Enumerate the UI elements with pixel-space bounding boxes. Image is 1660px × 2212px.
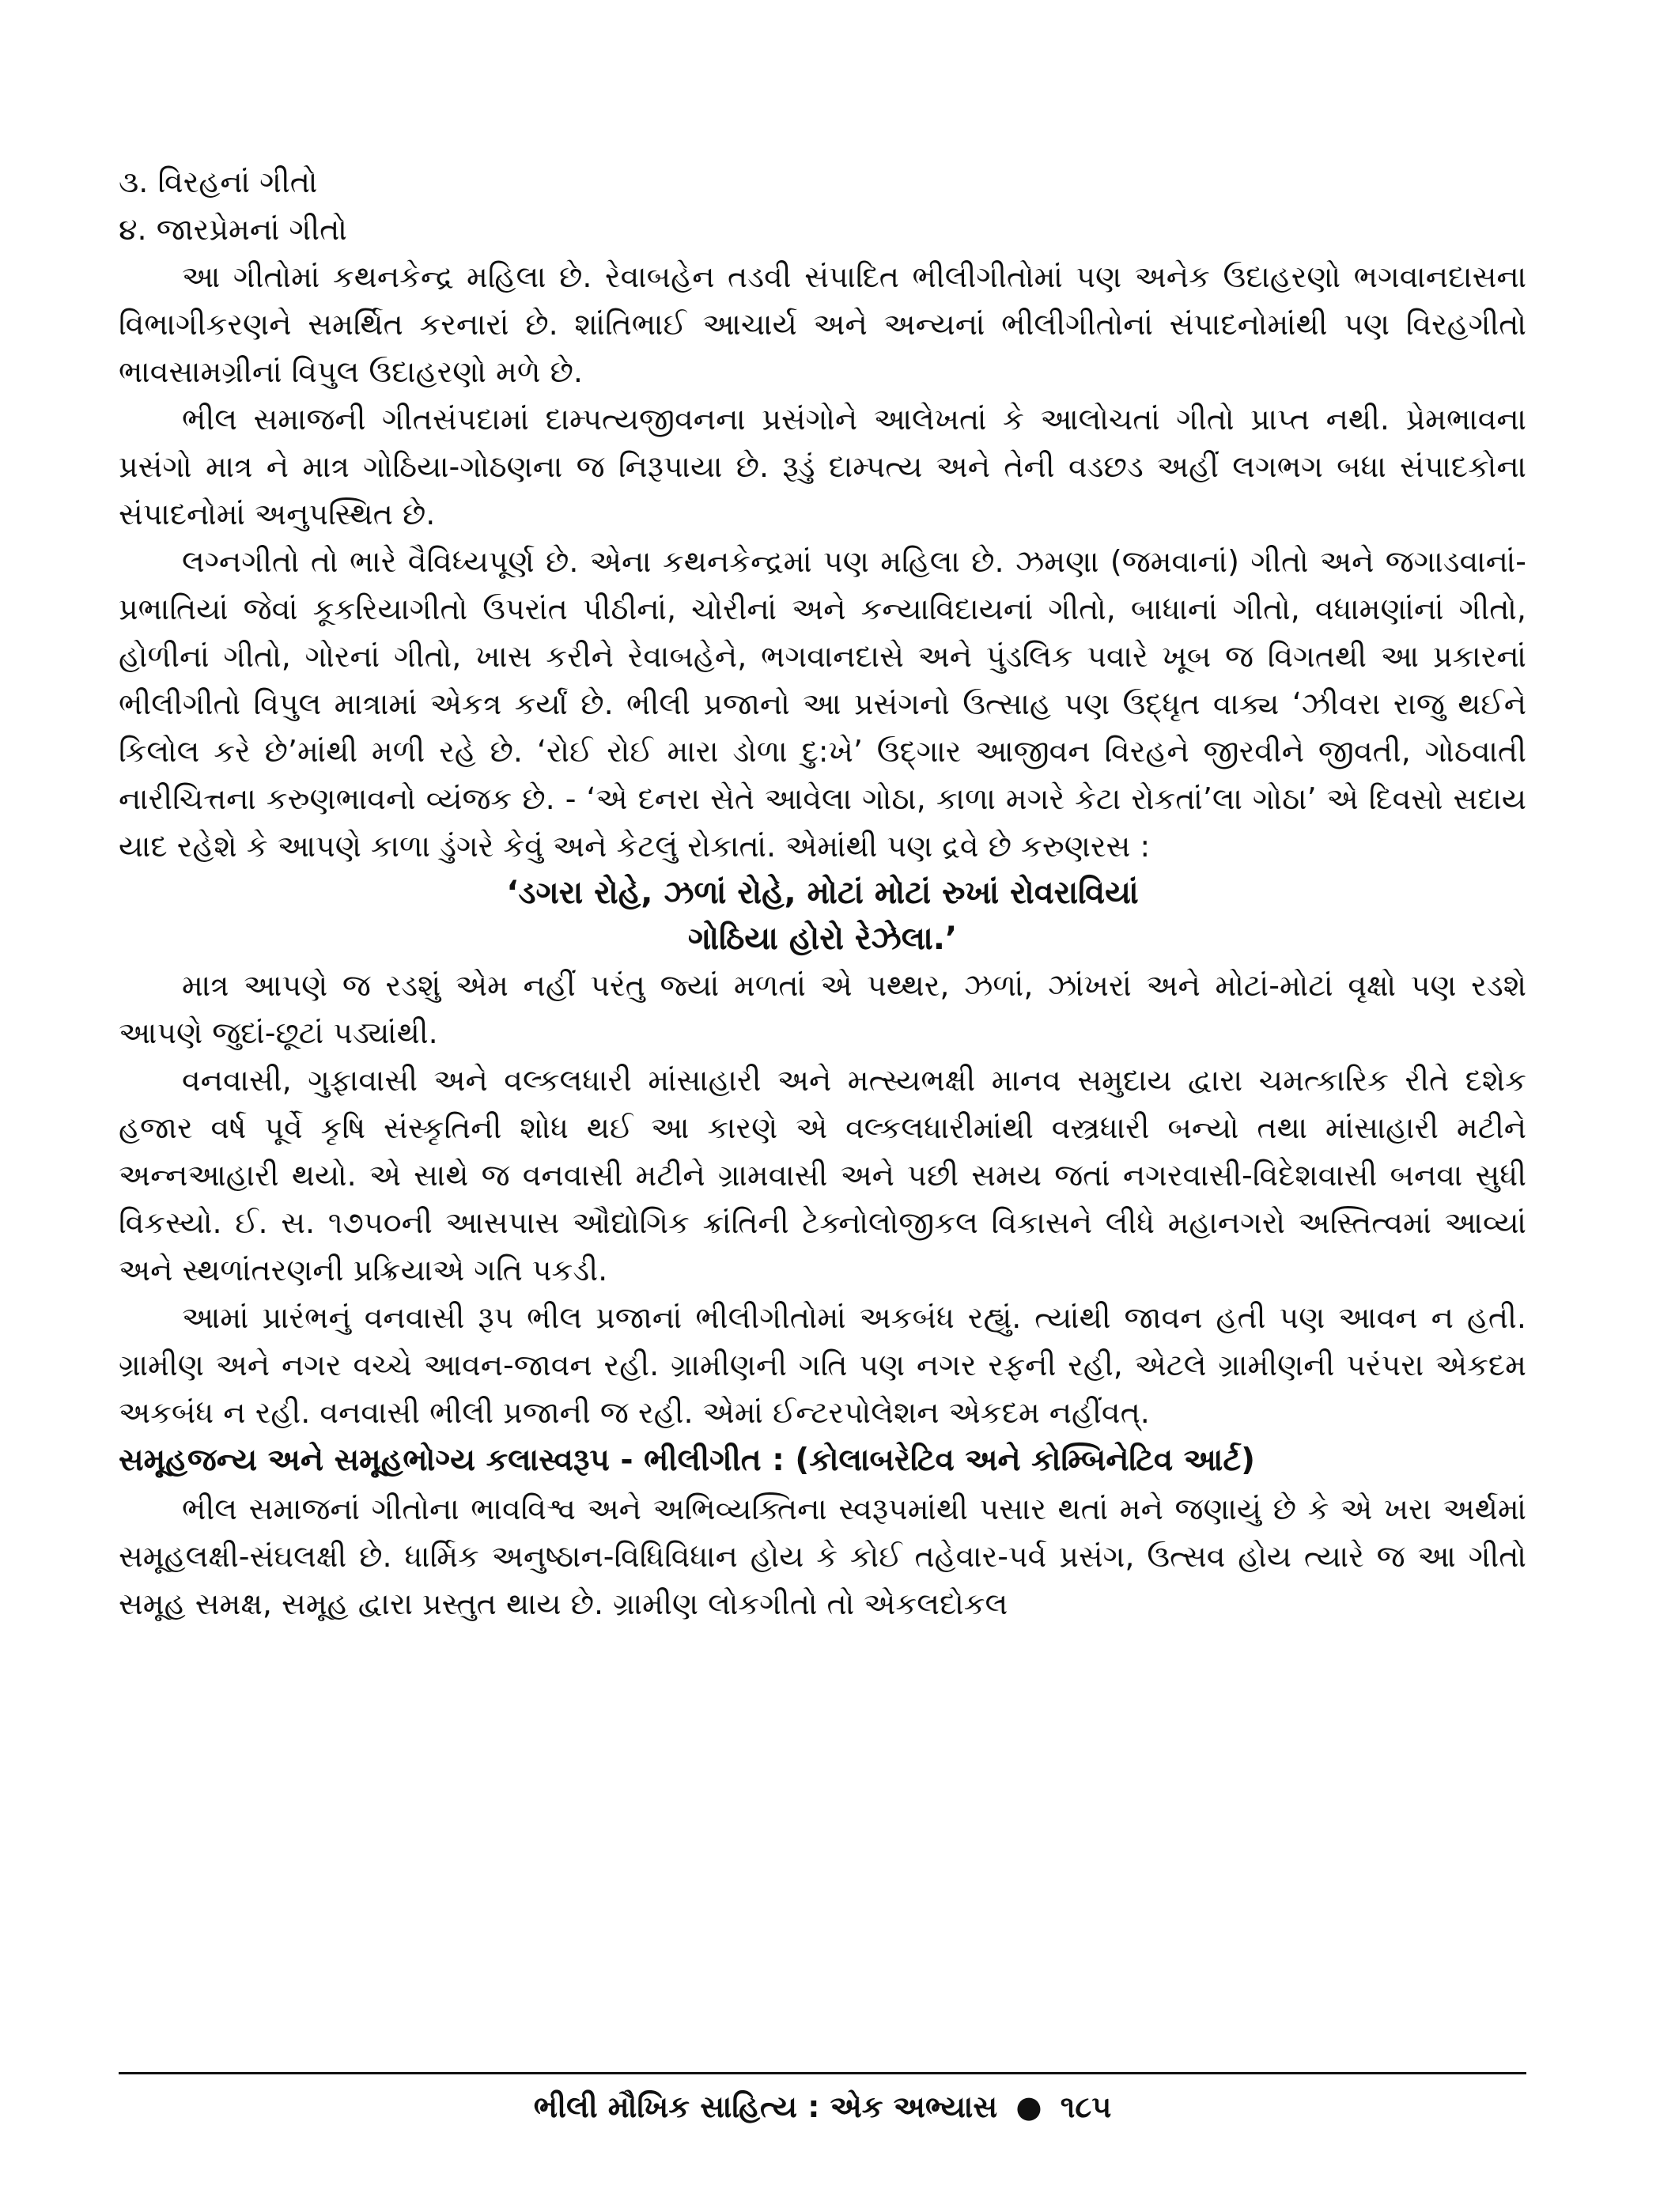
paragraph: લગ્નગીતો તો ભારે વૈવિધ્યપૂર્ણ છે. એના કથનકેન્દ્રમાં પણ મહિલા છે. ઝમણા (જમવાનાં) ગીતો અને જગાડવાનાં-પ્રભાતિયાં જેવાં કૂકરિયાગીતો ઉપરાંત પીઠીનાં, ચોરીનાં અને કન્યાવિદાયનાં ગીતો, બાધાનાં ગીતો, વધામણાંનાં ગીતો, હોળીનાં ગીતો, ગોરનાં ગીતો, ખાસ કરીને રેવાબહેને, ભગવાનદાસે અને પુંડલિક પવારે ખૂબ જ વિગતથી આ પ્રકારનાં ભીલીગીતો વિપુલ માત્રામાં એકત્ર કર્યાં છે. ભીલી પ્રજાનો આ પ્રસંગનો ઉત્સાહ પણ ઉદ્ધૃત વાક્ય ‘ઝીવરા રાજુ થઈને કિલોલ કરે છે’માંથી મળી રહે છે. ‘રોઈ રોઈ મારા ડોળા દુ:ખે’ ઉદ્ગાર આજીવન વિરહને જીરવીને જીવતી, ગોઠવાતી નારીચિત્તના કરુણભાવનો વ્યંજક છે. - ‘એ દનરા સેતે આવેલા ગોઠા, કાળા મગરે કેટા રોકતાં’લા ગોઠા’ એ દિવસો સદાય યાદ રહેશે કે આપણે કાળા ડુંગરે કેવું અને કેટલું રોકાતાં. એમાંથી પણ દ્રવે છે કરુણરસ : bbox=[119, 544, 1526, 864]
paragraph: આમાં પ્રારંભનું વનવાસી રૂપ ભીલ પ્રજાનાં ભીલીગીતોમાં અકબંધ રહ્યું. ત્યાંથી જાવન હતી પણ આવન ન હતી. ગ્રામીણ અને નગર વચ્ચે આવન-જાવન રહી. ગ્રામીણની ગતિ પણ નગર રફની રહી, એટલે ગ્રામીણની પરંપરા એકદમ અકબંધ ન રહી. વનવાસી ભીલી પ્રજાની જ રહી. એમાં ઈન્ટરપોલેશન એકદમ નહીંવત્. bbox=[119, 1300, 1526, 1430]
quoted-verse-line: ગોઠિયા હોરો રેઝેલા.’ bbox=[687, 921, 958, 957]
page-footer bbox=[119, 2086, 1526, 2127]
footer-divider bbox=[119, 2072, 1526, 2074]
bullet-icon: ● bbox=[1015, 2089, 1042, 2124]
paragraph: વનવાસી, ગુફાવાસી અને વલ્કલધારી માંસાહારી અને મત્સ્યભક્ષી માનવ સમુદાય દ્વારા ચમત્કારિક રીતે દશેક હજાર વર્ષ પૂર્વે કૃષિ સંસ્કૃતિની શોધ થઈ આ કારણે એ વલ્કલધારીમાંથી વસ્ત્રધારી બન્યો તથા માંસાહારી મટીને અન્નઆહારી થયો. એ સાથે જ વનવાસી મટીને ગ્રામવાસી અને પછી સમય જતાં નગરવાસી-વિદેશવાસી બનવા સુધી વિકસ્યો. ઈ. સ. ૧૭૫૦ની આસપાસ ઔદ્યોગિક ક્રાંતિની ટેક્નોલોજીકલ વિકાસને લીધે મહાનગરો અસ્તિત્વમાં આવ્યાં અને સ્થળાંતરણની પ્રક્રિયાએ ગતિ પકડી. bbox=[119, 1063, 1526, 1287]
page-content bbox=[119, 158, 1526, 1628]
quoted-verse-line: ‘ડગરા રોહે, ઝળાં રોહે, મોટાં મોટાં રુખાં રોવરાવિયાં bbox=[506, 875, 1139, 911]
paragraph: ભીલ સમાજનાં ગીતોના ભાવવિશ્વ અને અભિવ્યક્તિના સ્વરૂપમાંથી પસાર થતાં મને જણાયું છે કે એ ખરા અર્થમાં સમૂહલક્ષી-સંઘલક્ષી છે. ધાર્મિક અનુષ્ઠાન-વિધિવિધાન હોય કે કોઈ તહેવાર-પર્વ પ્રસંગ, ઉત્સવ હોય ત્યારે જ આ ગીતો સમૂહ સમક્ષ, સમૂહ દ્વારા પ્રસ્તુત થાય છે. ગ્રામીણ લોકગીતો તો એકલદોકલ bbox=[119, 1492, 1526, 1621]
paragraph: માત્ર આપણે જ રડશું એમ નહીં પરંતુ જ્યાં મળતાં એ પથ્થર, ઝળાં, ઝાંખરાં અને મોટાં-મોટાં વૃક્ષો પણ રડશે આપણે જુદાં-છૂટાં પડ્યાંથી. bbox=[119, 968, 1526, 1050]
quoted-verse bbox=[119, 870, 1526, 962]
paragraph: ભીલ સમાજની ગીતસંપદામાં દામ્પત્યજીવનના પ્રસંગોને આલેખતાં કે આલોચતાં ગીતો પ્રાપ્ત નથી. પ્રેમભાવના પ્રસંગો માત્ર ને માત્ર ગોઠિયા-ગોઠણના જ નિરૂપાયા છે. રૂડું દામ્પત્ય અને તેની વડછડ અહીં લગભગ બધા સંપાદકોના સંપાદનોમાં અનુપસ્થિત છે. bbox=[119, 402, 1526, 531]
page-number: ૧૮૫ bbox=[1060, 2089, 1112, 2124]
list-item-jaraprem-songs: ૪. જારપ્રેમનાં ગીતો bbox=[119, 212, 347, 247]
paragraph: આ ગીતોમાં કથનકેન્દ્ર મહિલા છે. રેવાબહેન તડવી સંપાદિત ભીલીગીતોમાં પણ અનેક ઉદાહરણો ભગવાનદાસના વિભાગીકરણને સમર્થિત કરનારાં છે. શાંતિભાઈ આચાર્ય અને અન્યનાં ભીલીગીતોનાં સંપાદનોમાંથી પણ વિરહગીતો ભાવસામગ્રીનાં વિપુલ ઉદાહરણો મળે છે. bbox=[119, 259, 1526, 389]
section-heading: સમૂહજન્ય અને સમૂહભોગ્ય કલાસ્વરૂપ - ભીલીગીત : (કોલાબરેટિવ અને કોમ્બિનેટિવ આર્ટ) bbox=[119, 1443, 1255, 1478]
footer-book-title: ભીલી મૌખિક સાહિત્ય : એક અભ્યાસ bbox=[533, 2089, 998, 2124]
list-item-viraha-songs: ૩. વિરહનાં ગીતો bbox=[119, 164, 318, 199]
